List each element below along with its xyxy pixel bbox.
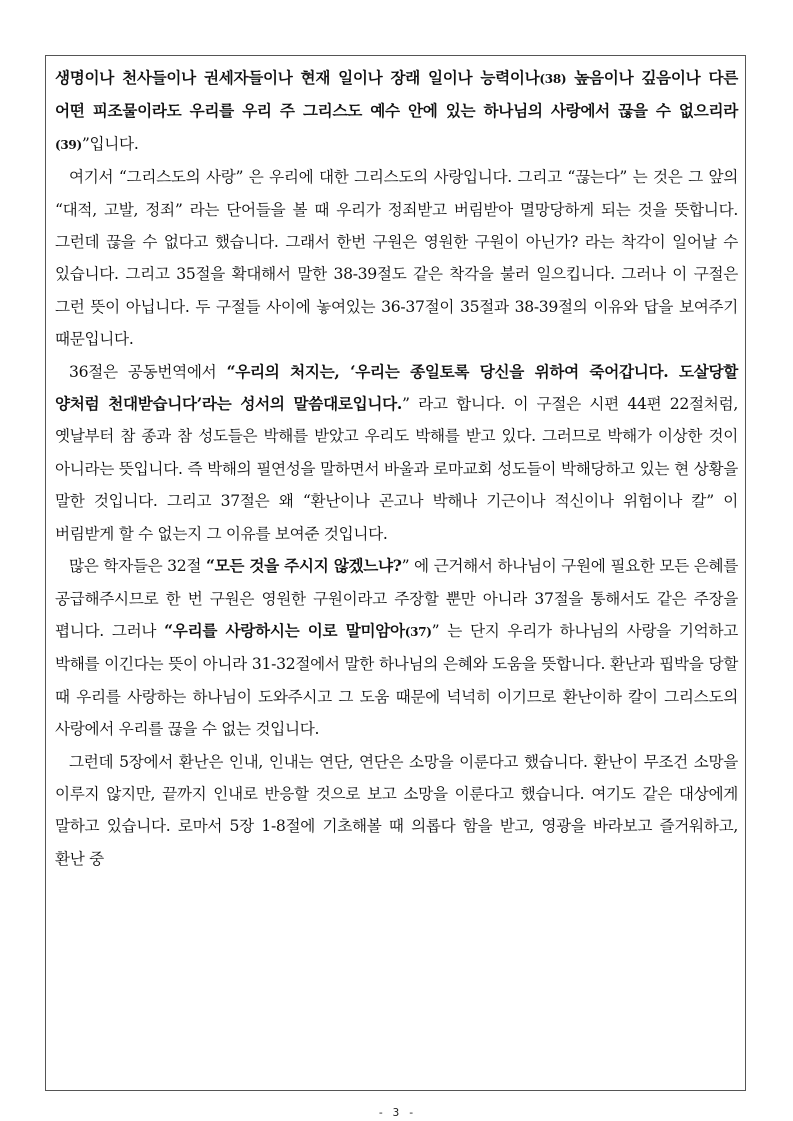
p4-lead: 많은 학자들은 32절 <box>69 557 206 576</box>
p4-verse-ref: (37) <box>404 624 432 639</box>
p4-bold-quote-1: “모든 것을 주시지 않겠느냐? <box>205 556 402 576</box>
paragraph-4 <box>55 550 738 745</box>
paragraph-3 <box>55 356 738 550</box>
verse-ref: (38) <box>539 72 567 86</box>
p3-bold-quote: “우리의 처지는, ‘우리는 종일토록 당신을 위하여 죽어갑니다. 도살당할 양처럼 천대받습니다’라는 성서의 말씀대로입니다. <box>55 361 739 414</box>
quote-close: ”입니다. <box>81 134 139 153</box>
bold-quote-cont: 높음이나 깊음이나 다른 어떤 피조물이라도 우리를 우리 주 그리스도 예수 안에 있는 하나님의 사랑에서 끊을 수 없으리라 <box>55 68 738 121</box>
paragraph-2: 여기서 “그리스도의 사랑” 은 우리에 대한 그리스도의 사랑입니다. 그리고 “끊는다” 는 것은 그 앞의 “대적, 고발, 정죄” 라는 단어들을 볼 때 우리가 정죄받고 버림받아 멸망당하게 되는 것을 뜻합니다. 그런데 끊을 수 없다고 했습니다. 그래서 한번 구원은 영원한 구원이 아닌가? 라는 착각이 일어날 수 있습니다. 그리고 35절을 확대해서 말한 38-39절도 같은 착각을 불러 일으킵니다. 그러나 이 구절은 그런 뜻이 아닙니다. 두 구절들 사이에 놓여있는 36-37절이 35절과 38-39절의 이유와 답을 보여주기 때문입니다. <box>55 168 738 349</box>
verse-ref-2: (39) <box>55 137 82 152</box>
bold-quote: 생명이나 천사들이나 권세자들이나 현재 일이나 장래 일이나 능력이나 <box>55 68 540 87</box>
p4-body: ” 는 단지 우리가 하나님의 사랑을 기억하고 박해를 이긴다는 뜻이 아니라 31-32절에서 말한 하나님의 은혜와 도움을 뜻합니다. 환난과 핍박을 당할 때 우리를 사랑하는 하나님이 도와주시고 그 도움 때문에 넉넉히 이기므로 환난이하 칼이 그리스도의 사랑에서 우리를 끊을 수 없는 것입니다. <box>55 621 738 739</box>
p3-lead: 36절은 공동번역에서 <box>69 362 227 381</box>
p3-body: ” 라고 합니다. 이 구절은 시편 44편 22절처럼, 옛날부터 참 종과 참 성도들은 박해를 받았고 우리도 박해를 받고 있다. 그러므로 박해가 이상한 것이 아니라는 뜻입니다. 즉 박해의 필연성을 말하면서 바울과 로마교회 성도들이 박해당하고 있는 현 상황을 말한 것입니다. 그리고 37절은 왜 “환난이나 곤고나 박해나 기근이나 적신이나 위험이나 칼” 이 버림받게 할 수 없는지 그 이유를 보여준 것입니다. <box>55 395 738 543</box>
page-number: - 3 - <box>377 1106 416 1119</box>
p4-mid: ” 에 근거해서 하나님이 구원에 필요한 모든 은혜를 공급해주시므로 한 번 구원은 영원한 구원이라고 주장할 뿐만 아니라 37절을 통해서도 같은 주장을 폅니다. 그러나 <box>55 557 739 640</box>
paragraph-1 <box>55 62 738 161</box>
document-body <box>55 62 738 875</box>
p4-bold-quote-2: “우리를 사랑하시는 이로 말미암아 <box>164 620 405 640</box>
paragraph-5: 그런데 5장에서 환난은 인내, 인내는 연단, 연단은 소망을 이룬다고 했습니다. 환난이 무조건 소망을 이루지 않지만, 끝까지 인내로 반응할 것으로 보고 소망을 이룬다고 했습니다. 여기도 같은 대상에게 말하고 있습니다. 로마서 5장 1-8절에 기초해볼 때 의롭다 함을 받고, 영광을 바라보고 즐거워하고, 환난 중 <box>55 752 738 868</box>
